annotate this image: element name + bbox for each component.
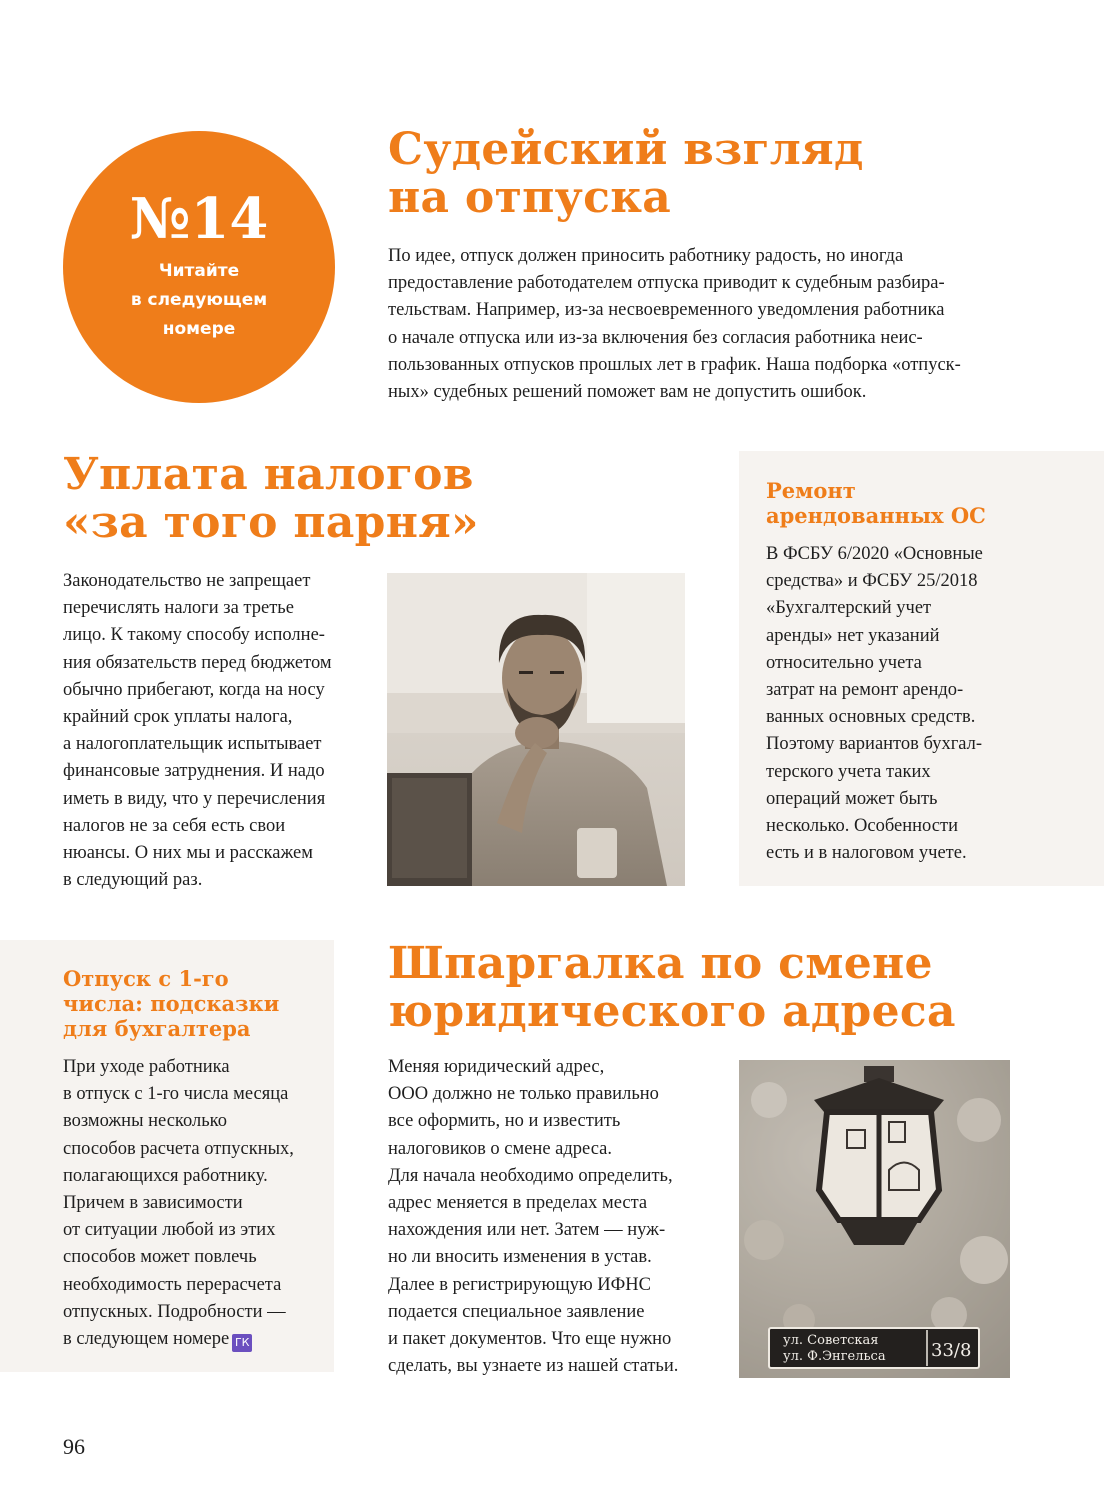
body-line: сделать, вы узнаете из нашей статьи.	[388, 1356, 679, 1377]
body-line: в следующий раз.	[63, 870, 203, 891]
body-line: нюансы. О них мы и расскажем	[63, 843, 313, 864]
body-line: ванных основных средств.	[766, 707, 976, 728]
body-line: и пакет документов. Что еще нужно	[388, 1329, 672, 1350]
body-line: Поэтому вариантов бухгал-	[766, 734, 983, 755]
leave-article-body	[63, 1054, 294, 1353]
body-line: предоставление работодателем отпуска приводит к судебным разбира-	[388, 273, 945, 294]
body-line: ных» судебных решений поможет вам не допустить ошибок.	[388, 382, 867, 403]
body-line: адрес меняется в пределах места	[388, 1193, 648, 1214]
caption-line: в следующем	[130, 290, 268, 310]
next-issue-circle	[63, 131, 335, 403]
leave-article-title	[63, 966, 279, 1041]
next-issue-caption	[63, 257, 335, 344]
address-article-title	[388, 940, 956, 1036]
body-line: о начале отпуска или из-за включения без согласия работника неис-	[388, 327, 923, 348]
body-line: Законодательство не запрещает	[63, 571, 311, 591]
body-line: полагающихся работнику.	[63, 1165, 268, 1186]
issue-number: №14	[129, 186, 269, 252]
caption-line: номере	[162, 319, 236, 339]
body-line: Для начала необходимо определить,	[388, 1165, 673, 1186]
body-line: отпускных. Подробности —	[63, 1301, 286, 1322]
body-line: крайний срок уплаты налога,	[63, 707, 293, 728]
wall-lamp-illustration	[739, 1060, 1010, 1378]
title-line: «за того парня»	[63, 497, 479, 548]
man-at-laptop-photo	[387, 573, 685, 886]
body-line: иметь в виду, что у перечисления	[63, 788, 326, 809]
title-line: числа: подсказки	[63, 991, 280, 1016]
body-line: относительно учета	[766, 652, 922, 673]
title-line: на отпуска	[388, 172, 672, 223]
title-line: для бухгалтера	[63, 1016, 251, 1041]
body-line	[63, 1326, 294, 1353]
body-line: ния обязательств перед бюджетом	[63, 652, 332, 673]
body-line: все оформить, но и известить	[388, 1111, 621, 1132]
body-line: затрат на ремонт арендо-	[766, 680, 964, 701]
title-line: Уплата налогов	[63, 449, 474, 500]
title-line: юридического адреса	[388, 986, 956, 1037]
repair-article-body	[766, 541, 983, 867]
title-line: Шпаргалка по смене	[388, 938, 933, 989]
body-line: пользованных отпусков прошлых лет в график. Наша подборка «отпуск-	[388, 354, 961, 375]
body-line: подается специальное заявление	[388, 1301, 645, 1322]
body-line: но ли вносить изменения в устав.	[388, 1247, 652, 1268]
title-line: Отпуск с 1-го	[63, 966, 229, 991]
body-line: обычно прибегают, когда на носу	[63, 679, 325, 700]
vacation-article-title	[388, 126, 864, 222]
body-line: тельствам. Например, из-за несвоевременного уведомления работника	[388, 300, 945, 321]
page-number: 96	[63, 1434, 85, 1459]
body-line: При уходе работника	[63, 1057, 230, 1077]
body-line: Причем в зависимости	[63, 1193, 243, 1214]
body-line: способов может повлечь	[63, 1247, 257, 1268]
caption-line: Читайте	[158, 261, 240, 281]
body-line: есть и в налоговом учете.	[766, 843, 967, 864]
body-line: нахождения или нет. Затем — нуж-	[388, 1220, 666, 1241]
vacation-article-body	[388, 243, 961, 406]
magazine-logo-badge: ГК	[232, 1334, 252, 1352]
body-line: Далее в регистрирующую ИФНС	[388, 1274, 651, 1295]
title-line: Судейский взгляд	[388, 124, 864, 175]
body-line: «Бухгалтерский учет	[766, 598, 932, 619]
body-line: финансовые затруднения. И надо	[63, 761, 325, 782]
body-line: По идее, отпуск должен приносить работнику радость, но иногда	[388, 246, 904, 266]
man-at-laptop-illustration	[387, 573, 685, 886]
body-line: аренды» нет указаний	[766, 625, 940, 646]
body-line: терского учета таких	[766, 761, 931, 782]
body-line: в отпуск с 1-го числа месяца	[63, 1084, 289, 1105]
body-line: перечислять налоги за третье	[63, 598, 294, 619]
repair-article-title	[766, 478, 986, 528]
body-line: операций может быть	[766, 788, 938, 809]
body-line: возможны несколько	[63, 1111, 227, 1132]
taxes-article-title	[63, 451, 479, 547]
body-line: несколько. Особенности	[766, 816, 958, 837]
street-sign-number: 33/8	[931, 1340, 972, 1361]
body-line: Меняя юридический адрес,	[388, 1057, 605, 1077]
body-line: средства» и ФСБУ 25/2018	[766, 571, 978, 592]
body-line: а налогоплательщик испытывает	[63, 734, 322, 755]
body-line: налоговиков о смене адреса.	[388, 1138, 612, 1159]
title-line: арендованных ОС	[766, 503, 986, 528]
title-line: Ремонт	[766, 478, 856, 503]
body-line: налогов не за себя есть свои	[63, 815, 286, 836]
body-line: ООО должно не только правильно	[388, 1084, 659, 1105]
wall-lamp-photo	[739, 1060, 1010, 1378]
body-line: необходимость перерасчета	[63, 1274, 282, 1295]
body-line: лицо. К такому способу исполне-	[63, 625, 325, 646]
body-line-text: в следующем номере	[63, 1329, 230, 1350]
address-article-body	[388, 1054, 678, 1380]
street-sign-line: ул. Ф.Энгельса	[783, 1349, 886, 1364]
street-sign-line: ул. Советская	[783, 1333, 879, 1348]
body-line: способов расчета отпускных,	[63, 1138, 294, 1159]
body-line: В ФСБУ 6/2020 «Основные	[766, 544, 983, 564]
taxes-article-body	[63, 568, 332, 894]
body-line: от ситуации любой из этих	[63, 1220, 276, 1241]
